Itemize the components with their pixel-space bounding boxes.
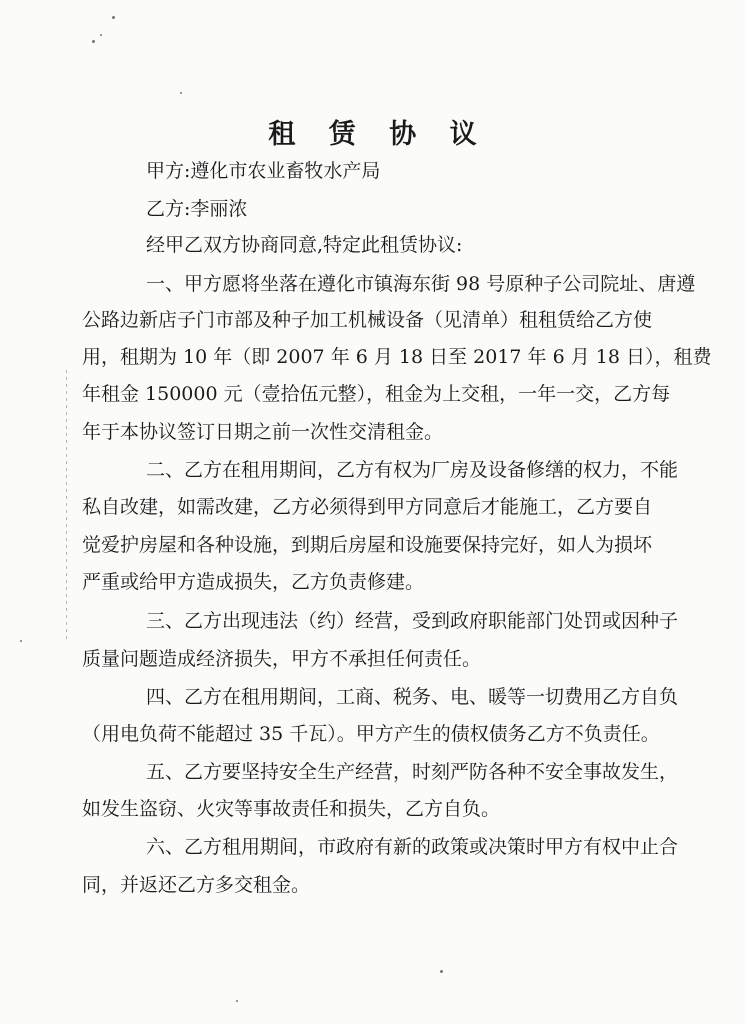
- document-title: 租 赁 协 议: [268, 119, 489, 150]
- clause-3-line-1: 三、乙方出现违法（约）经营，受到政府职能部门处罚或因种子: [146, 610, 679, 632]
- scan-speck: [112, 16, 115, 19]
- scan-speck: [236, 1000, 238, 1002]
- scan-speck: [20, 640, 22, 642]
- clause-1-line-2: 公路边新店子门市部及种子加工机械设备（见清单）租租赁给乙方使: [82, 309, 653, 331]
- clause-2-line-1: 二、乙方在租用期间，乙方有权为厂房及设备修缮的权力，不能: [146, 459, 679, 481]
- clause-2-line-2: 私自改建，如需改建，乙方必须得到甲方同意后才能施工，乙方要自: [82, 496, 653, 518]
- scan-speck: [440, 970, 443, 973]
- party-a-line: 甲方:遵化市农业畜牧水产局: [146, 160, 381, 182]
- clause-1-line-3: 用，租期为 10 年（即 2007 年 6 月 18 日至 2017 年 6 月 18 日），租费: [82, 346, 712, 368]
- clause-4-line-1: 四、乙方在租用期间，工商、税务、电、暖等一切费用乙方自负: [146, 686, 679, 708]
- clause-2-line-3: 觉爱护房屋和各种设施，到期后房屋和设施要保持完好，如人为损坏: [82, 534, 653, 556]
- preamble-line: 经甲乙双方协商同意,特定此租赁协议:: [146, 234, 463, 256]
- clause-4-line-2: （用电负荷不能超过 35 千瓦）。甲方产生的债权债务乙方不负责任。: [82, 723, 660, 745]
- clause-5-line-1: 五、乙方要坚持安全生产经营，时刻严防各种不安全事故发生，: [146, 761, 679, 783]
- party-b-line: 乙方:李丽浓: [146, 198, 248, 220]
- clause-1-line-5: 年于本协议签订日期之前一次性交清租金。: [82, 421, 444, 443]
- clause-1-line-1: 一、甲方愿将坐落在遵化市镇海东街 98 号原种子公司院址、唐遵: [146, 273, 696, 295]
- scan-speck: [100, 34, 102, 36]
- clause-6-line-2: 同，并返还乙方多交租金。: [82, 874, 311, 896]
- scan-margin-mark: [66, 370, 67, 640]
- clause-6-line-1: 六、乙方租用期间，市政府有新的政策或决策时甲方有权中止合: [146, 836, 679, 858]
- scan-speck: [92, 40, 95, 43]
- clause-5-line-2: 如发生盗窃、火灾等事故责任和损失，乙方自负。: [82, 798, 501, 820]
- clause-3-line-2: 质量问题造成经济损失，甲方不承担任何责任。: [82, 648, 482, 670]
- clause-2-line-4: 严重或给甲方造成损失，乙方负责修建。: [82, 571, 425, 593]
- clause-1-line-4: 年租金 150000 元（壹拾伍元整），租金为上交租，一年一交，乙方每: [82, 383, 671, 405]
- scan-speck: [180, 92, 182, 94]
